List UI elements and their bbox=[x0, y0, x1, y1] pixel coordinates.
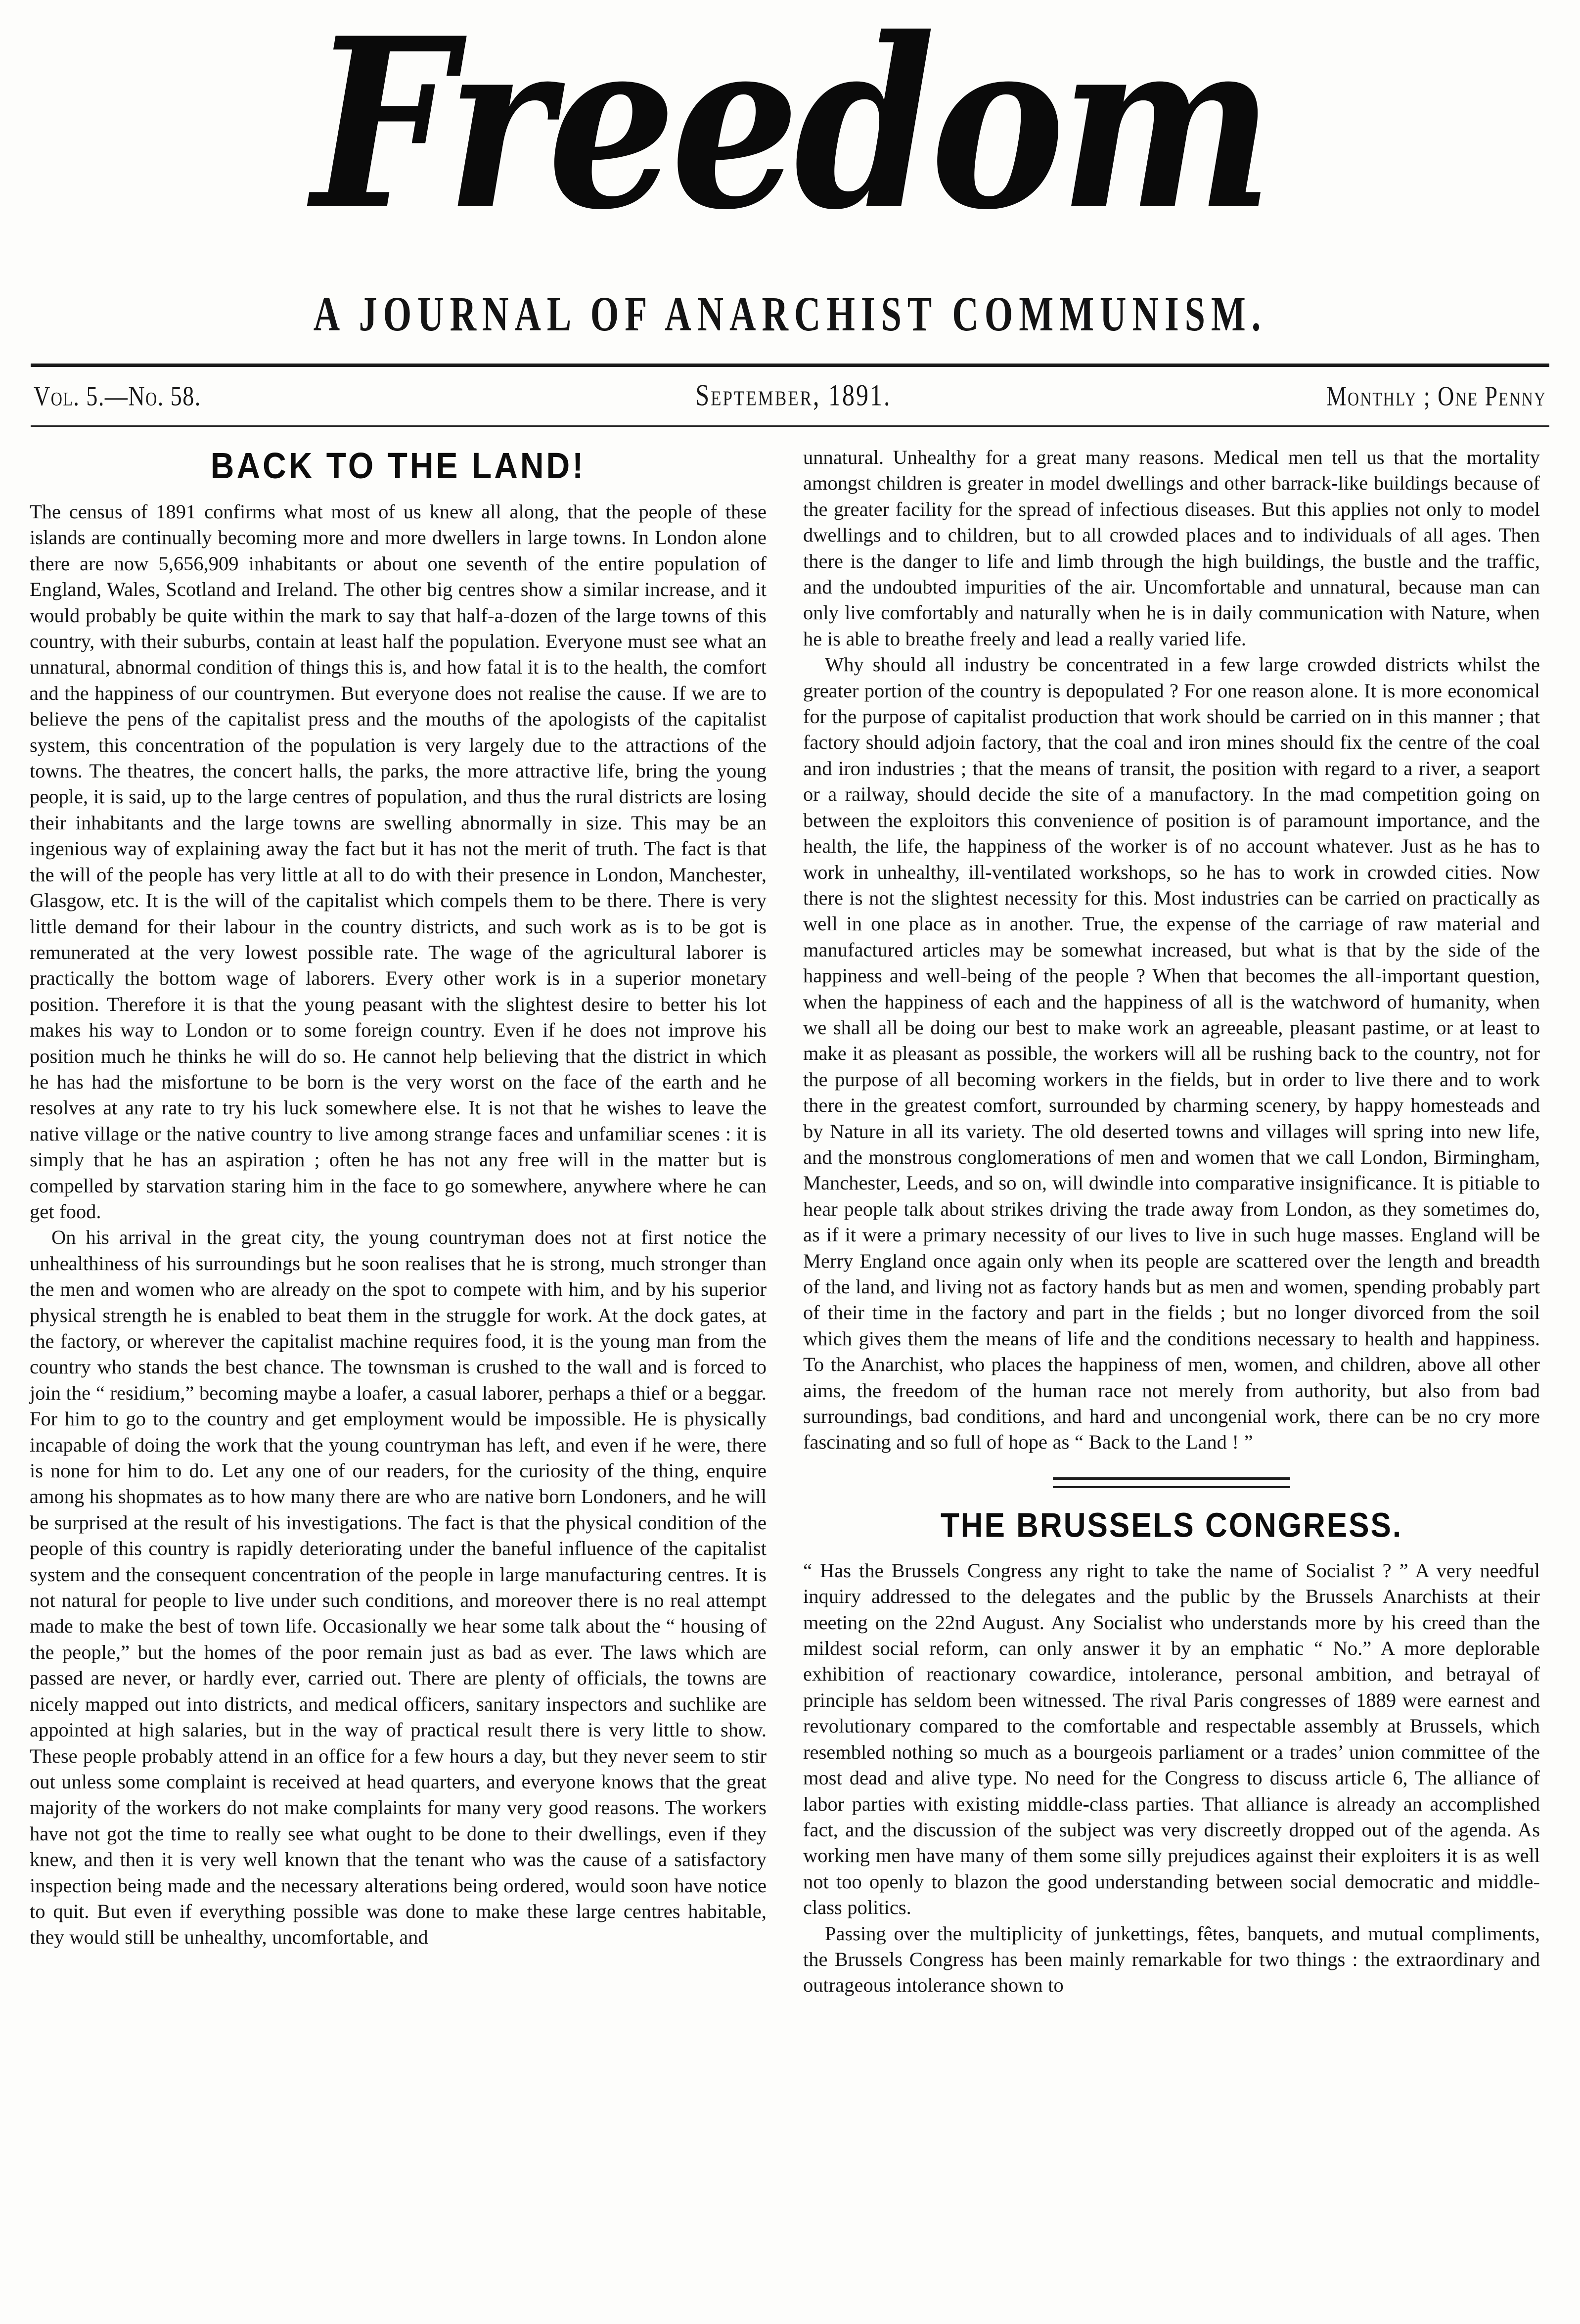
article-columns bbox=[30, 445, 1550, 1999]
masthead-divider-rule bbox=[31, 364, 1549, 367]
headline-brussels-congress: THE BRUSSELS CONGRESS. bbox=[940, 1506, 1403, 1545]
publication-subtitle: A JOURNAL OF ANARCHIST COMMUNISM. bbox=[313, 287, 1267, 342]
paragraph: On his arrival in the great city, the young countryman does not at first notice the unhealthiness of his surroundings but he soon realises that he is strong, much stronger than the men and women who are already on the spot to compete with him, and by his superior physical strength he is enabled to beat them in the struggle for work. At the dock gates, at the factory, or wherever the capitalist machine requires food, it is the young man from the country who stands the best chance. The townsman is crushed to the wall and is forced to join the “ residium,” becoming maybe a loafer, a casual laborer, perhaps a thief or a beggar. For him to go to the country and get employment would be impossible. He is physically incapable of doing the work that the young countryman has left, and even if he were, there is none for him to do. Let any one of our readers, for the curiosity of the thing, enquire among his shopmates as to how many there are who are native born Londoners, and he will be surprised at the result of his investigations. The fact is that the physical condition of the people of this country is rapidly deteriorating under the baneful influence of the capitalist system and the consequent concentration of the people in large manufacturing centres. It is not natural for people to live under such conditions, and moreover there is no real attempt made to make the best of town life. Occasionally we hear some talk about the “ housing of the people,” but the homes of the poor remain just as bad as ever. The laws which are passed are never, or hardly ever, carried out. There are plenty of officials, the towns are nicely mapped out into districts, and medical officers, sanitary inspectors and suchlike are appointed at high salaries, but in the way of practical result there is very little to show. These people probably attend in an office for a few hours a day, but they never seem to stir out unless some complaint is received at head quarters, and everyone knows that the great majority of the workers do not make complaints for many very good reasons. The workers have not got the time to really see what ought to be done to their dwellings, even if they knew, and then it is very well known that the tenant who was the cause of a satisfactory inspection being made and the necessary alterations being ordered, would soon have notice to quit. But even if everything possible was done to make these large centres habitable, they would still be unhealthy, uncomfortable, and bbox=[30, 1226, 767, 1949]
separator-line-bottom bbox=[1053, 1486, 1290, 1488]
issue-price: Monthly ; One Penny bbox=[1326, 380, 1546, 411]
issue-info-line bbox=[34, 378, 1546, 412]
paragraph: Why should all industry be concentrated in a few large crowded districts whilst the greater portion of the country is depopulated ? For one reason alone. It is more economical for the purpose of capitalist production that work should be carried on in this manner ; that factory should adjoin factory, that the coal and iron mines should fix the centre of the coal and iron industries ; that the means of transit, the position with regard to a river, a seaport or a railway, should decide the site of a manufactory. In the mad competition going on between the exploitors this convenience of position is of paramount importance, and the health, the life, the happiness of the worker is of no account whatever. Just as he has to work in unhealthy, ill-ventilated workshops, so he has to work in crowded cities. Now there is not the slightest necessity for this. Most industries can be carried on practically as well in one place as in another. True, the expense of the carriage of raw material and manufactured articles may be somewhat increased, but what is that by the side of the happiness and well-being of the people ? When that becomes the all-important question, when the happiness of each and the happiness of all is the watchword of humanity, when we shall all be doing our best to make work an agreeable, pleasant pastime, or at least to make it as pleasant as possible, the workers will all be rushing back to the country, not for the purpose of all becoming workers in the fields, but in order to live there and to work there in the greatest comfort, surrounded by charming scenery, by happy homesteads and by Nature in all its variety. The old deserted towns and villages will spring into new life, and the monstrous conglomerations of men and women that we call London, Birmingham, Manchester, Leeds, and so on, will dwindle into comparative insignificance. It is pitiable to hear people talk about strikes driving the trade away from London, as they sometimes do, as if it were a primary necessity of our lives to live in such huge masses. England will be Merry England once again only when its people are scattered over the length and breadth of the land, and living not as factory hands but as men and women, spending probably part of their time in the factory and part in the fields ; but no longer divorced from the soil which gives them the means of life and the conditions necessary to health and happiness. To the Anarchist, who places the happiness of men, women, and children, above all other aims, the freedom of the human race not merely from authority, but also from bad surroundings, bad conditions, and hard and uncongenial work, there can be no cry more fascinating and so full of hope as “ Back to the Land ! ” bbox=[803, 653, 1540, 1454]
separator-line-top bbox=[1053, 1477, 1290, 1480]
paragraph: unnatural. Unhealthy for a great many reasons. Medical men tell us that the mortality amongst children is greater in model dwellings and other barrack-like buildings because of the greater facility for the spread of infectious diseases. But this applies not only to model dwellings and to children, but to all crowded places and to individuals of all ages. Then there is the danger to life and limb through the high buildings, the bustle and the traffic, and the undoubted impurities of the air. Uncomfortable and unnatural, because man can only live comfortably and naturally when he is in daily communication with Nature, when he is able to breathe freely and lead a really varied life. bbox=[803, 446, 1540, 650]
column-right bbox=[803, 445, 1540, 1999]
publication-title: Freedom bbox=[312, 0, 1268, 262]
issue-date: September, 1891. bbox=[695, 378, 892, 412]
section-separator bbox=[1053, 1477, 1290, 1488]
masthead bbox=[0, 0, 1580, 342]
paragraph: “ Has the Brussels Congress any right to take the name of Socialist ? ” A very needful inquiry addressed to the delegates and the public by the Brussels Anarchists at their meeting on the 22nd August. Any Socialist who understands more by his creed than the mildest social reform, can only answer it by an emphatic “ No.” A more deplorable exhibition of reactionary cowardice, intolerance, personal ambition, and betrayal of principle has seldom been witnessed. The rival Paris congresses of 1889 were earnest and revolutionary compared to the comfortable and respectable assembly at Brussels, which resembled nothing so much as a bourgeois parliament or a trades’ union committee of the most dead and alive type. No need for the Congress to discuss article 6, The alliance of labor parties with existing middle-class parties. That alliance is already an accomplished fact, and the discussion of the subject was very discreetly dropped out of the agenda. As working men have many of them some silly prejudices against their exploiters it is as well not too openly to blazon the good understanding between social democratic and middle-class politics. bbox=[803, 1559, 1540, 1919]
column-left bbox=[30, 445, 767, 1951]
paragraph: Passing over the multiplicity of junkettings, fêtes, banquets, and mutual compliments, the Brussels Congress has been mainly remarkable for two things : the extraordinary and outrageous intolerance shown to bbox=[803, 1922, 1540, 1997]
issue-volume-number: Vol. 5.—No. 58. bbox=[34, 380, 201, 411]
headline-back-to-the-land: BACK TO THE LAND! bbox=[210, 445, 586, 486]
issue-divider-rule bbox=[31, 425, 1549, 427]
paragraph: The census of 1891 confirms what most of us knew all along, that the people of these islands are continually becoming more and more dwellers in large towns. In London alone there are now 5,656,909 inhabitants or about one seventh of the entire population of England, Wales, Scotland and Ireland. The other big centres show a similar increase, and it would probably be quite within the mark to say that half-a-dozen of the large towns of this country, with their suburbs, contain at least half the population. Everyone must see what an unnatural, abnormal condition of things this is, and how fatal it is to the health, the comfort and the happiness of our countrymen. But everyone does not realise the cause. If we are to believe the pens of the capitalist press and the mouths of the apologists of the capitalist system, this concentration of the population is very largely due to the attractions of the towns. The theatres, the concert halls, the parks, the more attractive life, bring the young people, it is said, up to the large centres of population, and thus the rural districts are losing their inhabitants and the large towns are swelling abnormally in size. This may be an ingenious way of explaining away the fact but it has not the merit of truth. The fact is that the will of the people has very little at all to do with their presence in London, Manchester, Glasgow, etc. It is the will of the capitalist which compels them to be there. There is very little demand for their labour in the country districts, and such work as is to be got is remunerated at the very lowest possible rate. The wage of the agricultural laborer is practically the bottom wage of laborers. Every other work is in a superior monetary position. Therefore it is that the young peasant with the slightest desire to better his lot makes his way to London or to some foreign country. Even if he does not improve his position much he thinks he will do so. He cannot help believing that the district in which he has had the misfortune to be born is the very worst on the face of the earth and he resolves at any rate to try his luck somewhere else. It is not that he wishes to leave the native village or the native country to live among strange faces and unfamiliar scenes : it is simply that he has an aspiration ; often he has not any free will in the matter but is compelled by starvation staring him in the face to go somewhere, anywhere where he can get food. bbox=[30, 501, 767, 1223]
